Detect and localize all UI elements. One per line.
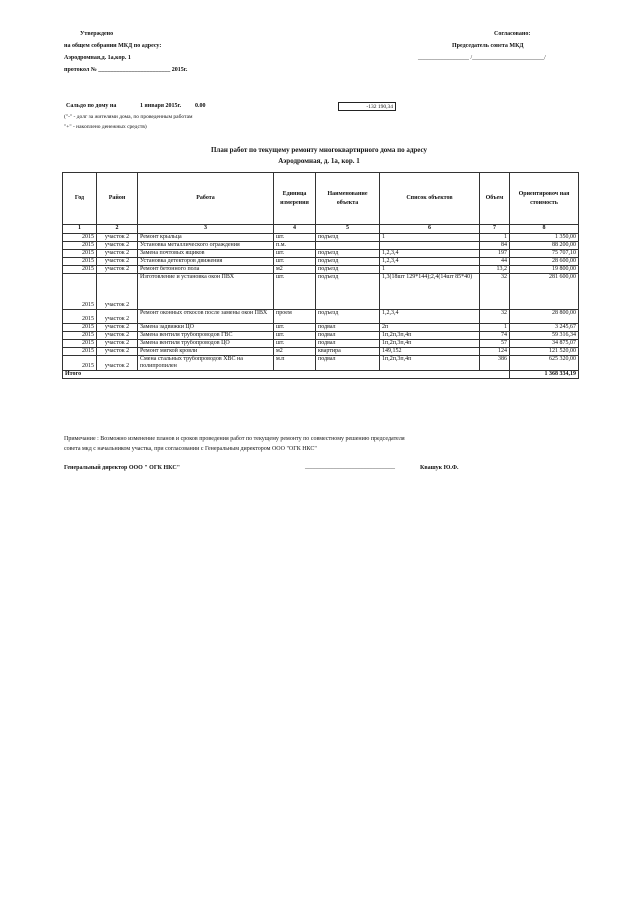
agreed-signature-line: _________________ /________________________/: [418, 55, 546, 61]
cell-unit: шт.: [274, 324, 316, 332]
header-volume: Объем: [480, 173, 510, 225]
cell-object-list: 1п,2п,3п,4п: [380, 356, 480, 371]
table-row: [63, 250, 579, 258]
saldo-value: -132 190,34: [338, 102, 396, 111]
cell-object-list: 1,2,3,4: [380, 250, 480, 258]
header-year: Год: [63, 173, 97, 225]
cell-work: Замена задвижки ЦО: [138, 324, 274, 332]
cell-year: 2015: [63, 266, 97, 274]
cell-volume: 32: [480, 274, 510, 310]
cell-district: участок 2: [97, 356, 138, 371]
cell-cost: 28 800,00: [510, 310, 579, 324]
cell-object-list: 2п: [380, 324, 480, 332]
cell-work: Установка детекторов движения: [138, 258, 274, 266]
cell-unit: м2: [274, 348, 316, 356]
table-row: [63, 266, 579, 274]
cell-district: участок 2: [97, 310, 138, 324]
total-value: 1 368 334,19: [510, 371, 579, 379]
table-row: [63, 348, 579, 356]
header-object-name: Наименование объекта: [316, 173, 380, 225]
cell-unit: проем: [274, 310, 316, 324]
cell-year: 2015: [63, 258, 97, 266]
cell-volume: 1: [480, 234, 510, 242]
cell-volume: 1: [480, 324, 510, 332]
cell-work: Ремонт крыльца: [138, 234, 274, 242]
cell-object-list: [380, 242, 480, 250]
approved-protocol: протокол № ________________________ 2015г.: [64, 67, 188, 73]
table-row: [63, 274, 579, 310]
cell-volume: 84: [480, 242, 510, 250]
cell-unit: м.п: [274, 356, 316, 371]
plan-title: План работ по текущему ремонту многоквартирного дома по адресу: [210, 146, 428, 154]
col-number: 8: [510, 225, 579, 234]
cell-cost: 59 316,34: [510, 332, 579, 340]
col-number: 3: [138, 225, 274, 234]
cell-cost: 28 600,00: [510, 258, 579, 266]
cell-object-list: 1п,2п,3п,4п: [380, 332, 480, 340]
col-number: 7: [480, 225, 510, 234]
cell-object-name: подъезд: [316, 250, 380, 258]
table-row: [63, 356, 579, 371]
cell-year: 2015: [63, 332, 97, 340]
note-line-2: совета мкд с начальником участка, при согласовании с Генеральным директором ООО "ОГК НКС": [64, 446, 317, 452]
cell-object-list: 1,3(18шт 129*144);2,4(14шт 85*40): [380, 274, 480, 310]
cell-cost: 19 800,00: [510, 266, 579, 274]
signature-name: Квашук Ю.Ф.: [420, 465, 459, 471]
cell-district: участок 2: [97, 234, 138, 242]
cell-work: Изготовление и установка окон ПВХ: [138, 274, 274, 310]
cell-volume: 74: [480, 332, 510, 340]
cell-cost: 88 200,00: [510, 242, 579, 250]
cell-object-name: подвал: [316, 356, 380, 371]
cell-object-list: 1п,2п,3п,4п: [380, 340, 480, 348]
cell-year: 2015: [63, 250, 97, 258]
table-row: [63, 242, 579, 250]
header-object-list: Список объектов: [380, 173, 480, 225]
cell-object-name: подъезд: [316, 274, 380, 310]
cell-work: Установка металлического ограждения: [138, 242, 274, 250]
cell-year: 2015: [63, 340, 97, 348]
cell-work: Ремонт оконных откосов после замены окон ПВХ: [138, 310, 274, 324]
cell-district: участок 2: [97, 266, 138, 274]
cell-object-name: подъезд: [316, 266, 380, 274]
cell-district: участок 2: [97, 332, 138, 340]
signature-position: Генеральный директор ООО " ОГК НКС": [64, 465, 181, 471]
cell-volume: 32: [480, 310, 510, 324]
header-work: Работа: [138, 173, 274, 225]
cell-work: Замена почтовых ящиков: [138, 250, 274, 258]
cell-work: Ремонт мягкой кровли: [138, 348, 274, 356]
col-number: 4: [274, 225, 316, 234]
cell-unit: п.м.: [274, 242, 316, 250]
table-row: [63, 258, 579, 266]
approved-label: Утверждено: [80, 31, 114, 37]
cell-unit: шт.: [274, 250, 316, 258]
cell-district: участок 2: [97, 324, 138, 332]
cell-volume: 124: [480, 348, 510, 356]
cell-district: участок 2: [97, 274, 138, 310]
cell-unit: м2: [274, 266, 316, 274]
cell-cost: 281 600,00: [510, 274, 579, 310]
cell-volume: 44: [480, 258, 510, 266]
table-header-row: [63, 173, 579, 225]
table-row: [63, 332, 579, 340]
saldo-zero: 0.00: [195, 103, 206, 109]
cell-cost: 1 350,00: [510, 234, 579, 242]
total-row: [63, 371, 579, 379]
column-number-row: [63, 225, 579, 234]
cell-work: Замена вентиля трубопроводов ЦО: [138, 340, 274, 348]
cell-object-name: подвал: [316, 324, 380, 332]
cell-cost: 121 520,00: [510, 348, 579, 356]
note-line-1: Примечание : Возможно изменение планов и сроков проведения работ по текущему ремонту по совместному решению председателя: [64, 436, 405, 442]
col-number: 6: [380, 225, 480, 234]
col-number: 2: [97, 225, 138, 234]
plan-address: Аэродромная, д. 1а, кор. 1: [278, 157, 360, 165]
cell-cost: 3 245,67: [510, 324, 579, 332]
cell-cost: 75 707,10: [510, 250, 579, 258]
table-row: [63, 324, 579, 332]
header-unit: Единица измерения: [274, 173, 316, 225]
header-cost: Ориентировоч ная стоимость: [510, 173, 579, 225]
cell-year: 2015: [63, 234, 97, 242]
cell-unit: шт.: [274, 234, 316, 242]
approved-address: Аэродромная,д. 1а,кор. 1: [64, 55, 131, 61]
plan-table: [62, 172, 579, 379]
cell-object-name: подъезд: [316, 258, 380, 266]
cell-volume: 197: [480, 250, 510, 258]
cell-object-name: квартира: [316, 348, 380, 356]
saldo-note-savings: "+" - накоплено денежных средств): [64, 124, 147, 130]
cell-district: участок 2: [97, 258, 138, 266]
cell-district: участок 2: [97, 242, 138, 250]
agreed-label: Согласовано:: [494, 31, 531, 37]
cell-unit: шт.: [274, 340, 316, 348]
col-number: 1: [63, 225, 97, 234]
cell-year: 2015: [63, 324, 97, 332]
signature-line: ______________________________: [305, 464, 395, 470]
cell-district: участок 2: [97, 250, 138, 258]
saldo-label: Сальдо по дому на: [66, 103, 117, 109]
cell-volume: 13,2: [480, 266, 510, 274]
cell-work: Замена вентиля трубопроводов ГВС: [138, 332, 274, 340]
cell-object-name: подвал: [316, 340, 380, 348]
cell-cost: 34 875,07: [510, 340, 579, 348]
cell-work: Смена стальных трубопроводов ХВС на полипропилен: [138, 356, 274, 371]
cell-district: участок 2: [97, 340, 138, 348]
cell-object-list: 149,152: [380, 348, 480, 356]
cell-object-list: 1,2,3,4: [380, 258, 480, 266]
cell-year: 2015: [63, 242, 97, 250]
cell-object-name: подвал: [316, 332, 380, 340]
cell-volume: 57: [480, 340, 510, 348]
cell-year: 2015: [63, 310, 97, 324]
total-label: Итого: [63, 371, 510, 379]
saldo-date: 1 января 2015г.: [140, 103, 182, 109]
cell-year: 2015: [63, 348, 97, 356]
agreed-chairman: Председатель совета МКД: [452, 43, 524, 49]
saldo-note-debt: ("-" - долг за жителями дома, по проведенным работам: [64, 114, 193, 120]
col-number: 5: [316, 225, 380, 234]
cell-year: 2015: [63, 274, 97, 310]
cell-year: 2015: [63, 356, 97, 371]
cell-object-list: 1: [380, 234, 480, 242]
cell-object-list: 1: [380, 266, 480, 274]
cell-object-name: подъезд: [316, 310, 380, 324]
header-district: Район: [97, 173, 138, 225]
cell-object-name: [316, 242, 380, 250]
table-row: [63, 234, 579, 242]
table-row: [63, 340, 579, 348]
approved-meeting-text: на общем собрании МКД по адресу:: [64, 43, 162, 49]
cell-work: Ремонт бетонного пола: [138, 266, 274, 274]
table-row: [63, 310, 579, 324]
cell-object-name: подъезд: [316, 234, 380, 242]
cell-object-list: 1,2,3,4: [380, 310, 480, 324]
cell-district: участок 2: [97, 348, 138, 356]
cell-unit: шт.: [274, 258, 316, 266]
cell-unit: шт.: [274, 332, 316, 340]
cell-volume: 386: [480, 356, 510, 371]
cell-unit: шт.: [274, 274, 316, 310]
cell-cost: 625 320,00: [510, 356, 579, 371]
